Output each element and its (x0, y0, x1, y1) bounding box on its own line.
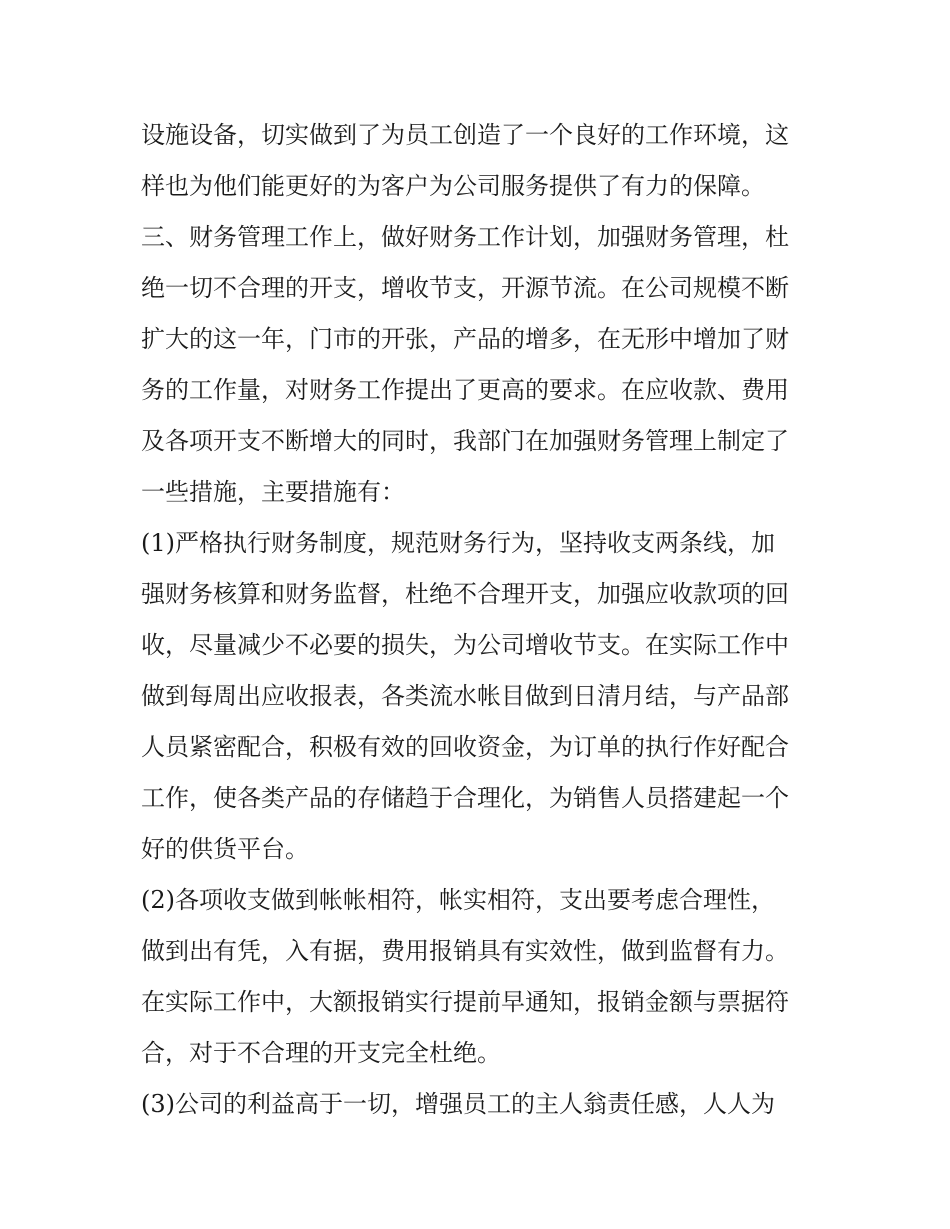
body-text (141, 110, 821, 1130)
text-line: 扩大的这一年，门市的开张，产品的增多，在无形中增加了财 (141, 325, 789, 353)
text-line: 一些措施，主要措施有： (141, 478, 405, 506)
text-line: 做到每周出应收报表，各类流水帐目做到日清月结，与产品部 (141, 682, 789, 710)
text-line: 工作，使各类产品的存储趋于合理化，为销售人员搭建起一个 (141, 784, 789, 812)
text-line: 合，对于不合理的开支完全杜绝。 (141, 1039, 501, 1067)
text-line: 务的工作量，对财务工作提出了更高的要求。在应收款、费用 (141, 376, 789, 404)
text-line: (2)各项收支做到帐帐相符，帐实相符，支出要考虑合理性， (141, 886, 775, 914)
text-line: 样也为他们能更好的为客户为公司服务提供了有力的保障。 (141, 172, 765, 200)
text-line: 好的供货平台。 (141, 835, 309, 863)
text-line: 收，尽量减少不必要的损失，为公司增收节支。在实际工作中 (141, 631, 789, 659)
text-line: 人员紧密配合，积极有效的回收资金，为订单的执行作好配合 (141, 733, 789, 761)
text-line: 在实际工作中，大额报销实行提前早通知，报销金额与票据符 (141, 988, 789, 1016)
text-line: (3)公司的利益高于一切，增强员工的主人翁责任感，人人为 (141, 1090, 775, 1118)
text-line: 设施设备，切实做到了为员工创造了一个良好的工作环境，这 (141, 121, 789, 149)
text-line: 绝一切不合理的开支，增收节支，开源节流。在公司规模不断 (141, 274, 789, 302)
text-line: 及各项开支不断增大的同时，我部门在加强财务管理上制定了 (141, 427, 789, 455)
text-line: 强财务核算和财务监督，杜绝不合理开支，加强应收款项的回 (141, 580, 789, 608)
text-line: (1)严格执行财务制度，规范财务行为，坚持收支两条线，加 (141, 529, 775, 557)
text-line: 三、财务管理工作上，做好财务工作计划，加强财务管理，杜 (141, 223, 789, 251)
text-line: 做到出有凭，入有据，费用报销具有实效性，做到监督有力。 (141, 937, 789, 965)
